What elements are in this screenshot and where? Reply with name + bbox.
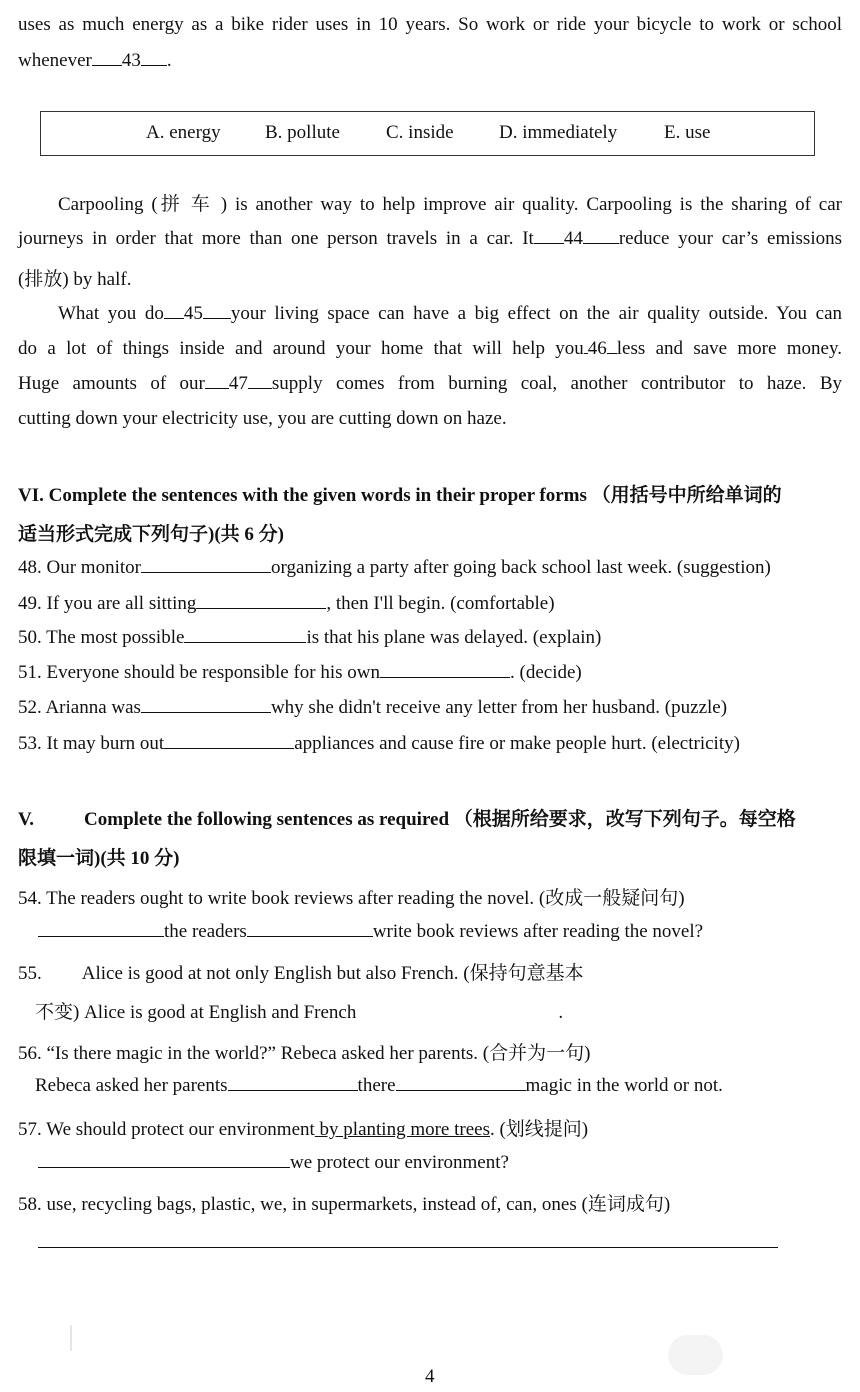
text-segment: do a lot of things inside and around your home that will help you xyxy=(18,338,584,359)
question-text: write book reviews after reading the novel? xyxy=(372,921,704,942)
question-text: is that his plane was delayed. (explain) xyxy=(306,627,602,648)
text-line xyxy=(58,303,842,325)
option-e: E. use xyxy=(664,122,711,143)
text-segment: Huge amounts of our xyxy=(18,373,205,394)
text-segment: . xyxy=(166,50,172,71)
section-heading: 限填一词)(共 10 分) xyxy=(18,848,180,869)
answer-blank xyxy=(141,697,271,713)
text-segment: your living space can have a big effect on the air quality outside. You can xyxy=(230,303,842,324)
option-c: C. inside xyxy=(386,122,454,143)
section-heading: 适当形式完成下列句子)(共 6 分) xyxy=(18,524,284,545)
answer-blank xyxy=(534,228,564,244)
answer-blank xyxy=(38,921,164,937)
question-text: 52. Arianna was xyxy=(18,697,141,718)
question-text: the readers xyxy=(164,921,247,942)
answer-blank xyxy=(248,373,272,389)
option-b: B. pollute xyxy=(265,122,340,143)
text-line: uses as much energy as a bike rider uses in 10 years. So work or ride your bicycle to work or school xyxy=(18,14,842,35)
blank-number: 44 xyxy=(563,228,583,249)
answer-blank xyxy=(228,1075,358,1091)
question-58: 58. use, recycling bags, plastic, we, in supermarkets, instead of, can, ones (连词成句) xyxy=(18,1194,671,1215)
option-d: D. immediately xyxy=(499,122,618,143)
answer-blank xyxy=(396,1075,526,1091)
question-text: why she didn't receive any letter from her husband. (puzzle) xyxy=(270,697,728,718)
blank-number: 45 xyxy=(183,303,203,324)
text-segment: What you do xyxy=(58,303,164,324)
question-text: magic in the world or not. xyxy=(525,1075,723,1096)
question-51 xyxy=(18,662,842,684)
question-55 xyxy=(18,958,842,985)
scan-mark xyxy=(70,1325,72,1351)
answer-blank xyxy=(164,733,294,749)
question-text: 不变) Alice is good at English and French xyxy=(35,1002,357,1023)
question-50 xyxy=(18,627,842,649)
answer-blank xyxy=(380,662,510,678)
answer-blank xyxy=(38,1152,290,1168)
answer-line xyxy=(38,1247,778,1248)
question-text: organizing a party after going back school last week. (suggestion) xyxy=(270,557,771,578)
question-54: 54. The readers ought to write book reviews after reading the novel. (改成一般疑问句) xyxy=(18,888,685,909)
text-line: Carpooling (拼 车 ) is another way to help improve air quality. Carpooling is the sharing of car xyxy=(58,194,842,215)
blank-number: 47 xyxy=(228,373,248,394)
question-48 xyxy=(18,557,842,579)
underlined-phrase: by planting more trees xyxy=(314,1119,490,1140)
question-text: 53. It may burn out xyxy=(18,733,165,754)
question-53 xyxy=(18,733,842,755)
text-line xyxy=(18,228,842,250)
question-number: 55. xyxy=(18,963,42,984)
section-heading xyxy=(18,804,842,831)
answer-blank xyxy=(141,557,271,573)
question-57 xyxy=(18,1114,842,1141)
answer-blank xyxy=(141,50,167,66)
question-text: 50. The most possible xyxy=(18,627,185,648)
text-segment: journeys in order that more than one person travels in a car. It xyxy=(18,228,534,249)
answer-blank xyxy=(92,50,122,66)
question-text: Alice is good at not only English but also French. (保持句意基本 xyxy=(81,963,584,984)
scan-smudge xyxy=(668,1335,723,1375)
question-text: Rebeca asked her parents xyxy=(35,1075,228,1096)
answer-blank xyxy=(583,228,619,244)
text-line xyxy=(18,50,842,72)
answer-blank xyxy=(205,373,229,389)
question-text: . (decide) xyxy=(510,662,582,683)
page-number: 4 xyxy=(425,1366,435,1387)
text-line xyxy=(18,338,842,360)
question-text: we protect our environment? xyxy=(290,1152,509,1173)
section-heading: VI. Complete the sentences with the given words in their proper forms （用括号中所给单词的 xyxy=(18,485,782,506)
question-text: 49. If you are all sitting xyxy=(18,593,197,614)
text-line: cutting down your electricity use, you are cutting down on haze. xyxy=(18,408,507,429)
question-52 xyxy=(18,697,842,719)
text-line xyxy=(18,373,842,395)
text-line: (排放) by half. xyxy=(18,269,132,290)
question-56-answer xyxy=(35,1075,842,1097)
question-text: 48. Our monitor xyxy=(18,557,141,578)
answer-blank xyxy=(164,303,184,319)
question-text: . (划线提问) xyxy=(489,1119,589,1140)
question-49 xyxy=(18,593,842,615)
section-title: Complete the following sentences as required （根据所给要求，改写下列句子。每空格 xyxy=(84,809,796,830)
answer-blank xyxy=(247,921,373,937)
question-text: . xyxy=(558,1002,564,1023)
question-54-answer xyxy=(38,921,842,943)
text-segment: less and save more money. xyxy=(616,338,842,359)
blank-number: 46 xyxy=(587,338,607,359)
question-55-answer xyxy=(35,997,842,1024)
question-text: there xyxy=(357,1075,396,1096)
question-text: , then I'll begin. (comfortable) xyxy=(326,593,555,614)
question-text: 51. Everyone should be responsible for his own xyxy=(18,662,380,683)
option-a: A. energy xyxy=(146,122,221,143)
answer-blank xyxy=(184,627,306,643)
blank-number: 43 xyxy=(121,50,141,71)
text-segment: supply comes from burning coal, another contributor to haze. By xyxy=(271,373,842,394)
question-text: 57. We should protect our environment xyxy=(18,1119,315,1140)
answer-blank xyxy=(203,303,231,319)
text-segment: reduce your car’s emissions xyxy=(618,228,842,249)
word-options-box xyxy=(40,111,815,156)
answer-blank xyxy=(196,593,326,609)
section-number: V. xyxy=(18,809,35,830)
question-57-answer xyxy=(38,1152,842,1174)
question-56: 56. “Is there magic in the world?” Rebeca asked her parents. (合并为一句) xyxy=(18,1043,591,1064)
answer-blank xyxy=(607,338,617,354)
question-text: appliances and cause fire or make people hurt. (electricity) xyxy=(294,733,740,754)
text-segment: whenever xyxy=(18,50,92,71)
